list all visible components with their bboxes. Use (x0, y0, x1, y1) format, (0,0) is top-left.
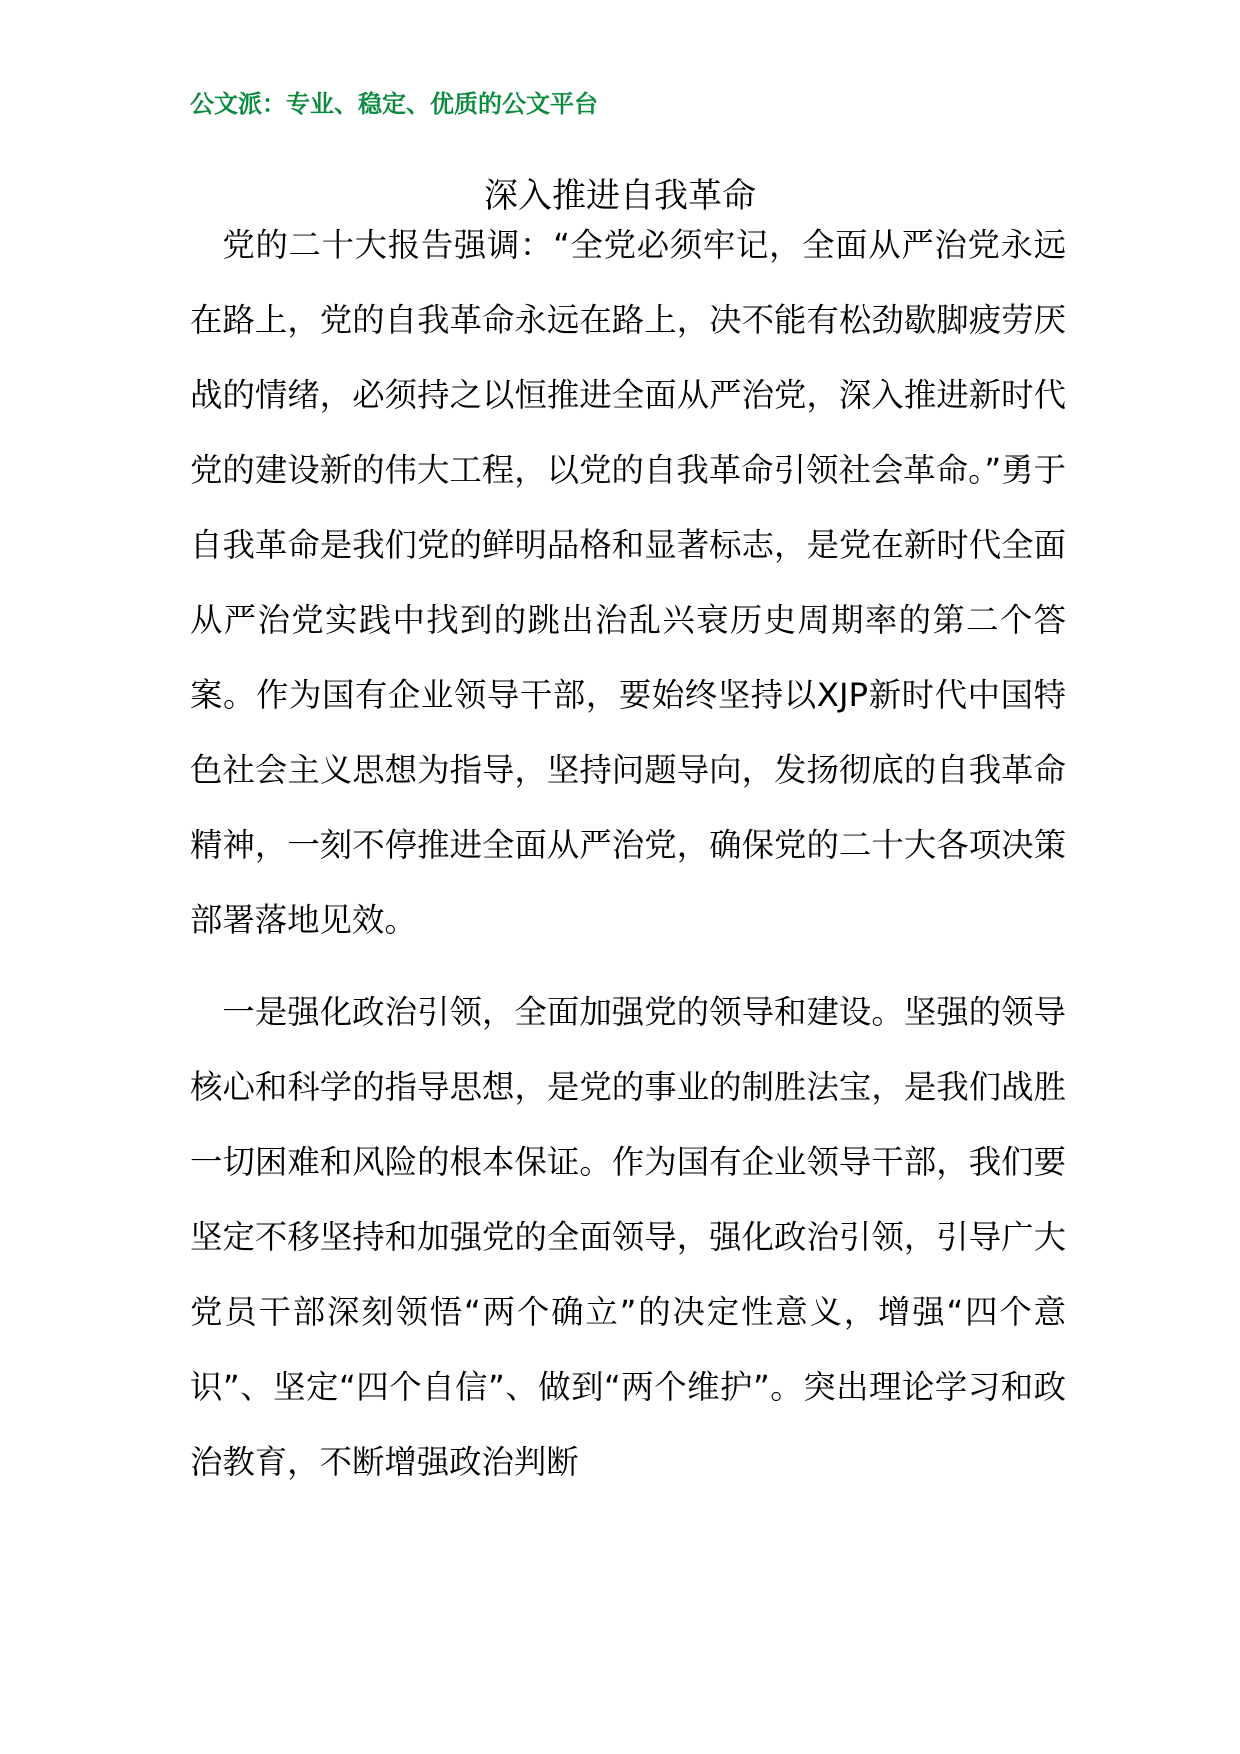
paragraph: 一是强化政治引领，全面加强党的领导和建设。坚强的领导核心和科学的指导思想，是党的事业的制胜法宝，是我们战胜一切困难和风险的根本保证。作为国有企业领导干部，我们要坚定不移坚持和加强党的全面领导，强化政治引领，引导广大党员干部深刻领悟“两个确立”的决定性意义，增强“四个意识”、坚定“四个自信”、做到“两个维护”。突出理论学习和政治教育，不断增强政治判断 (190, 993, 1066, 1481)
paragraph: 党的二十大报告强调：“全党必须牢记，全面从严治党永远在路上，党的自我革命永远在路上，决不能有松劲歇脚疲劳厌战的情绪，必须持之以恒推进全面从严治党，深入推进新时代党的建设新的伟大工程，以党的自我革命引领社会革命。”勇于自我革命是我们党的鲜明品格和显著标志，是党在新时代全面从严治党实践中找到的跳出治乱兴衰历史周期率的第二个答案。作为国有企业领导干部，要始终坚持以XJP新时代中国特色社会主义思想为指导，坚持问题导向，发扬彻底的自我革命精神，一刻不停推进全面从严治党，确保党的二十大各项决策部署落地见效。 (190, 226, 1066, 939)
brand-header: 公文派：专业、稳定、优质的公文平台 (190, 90, 598, 118)
document-title: 深入推进自我革命 (484, 176, 756, 216)
